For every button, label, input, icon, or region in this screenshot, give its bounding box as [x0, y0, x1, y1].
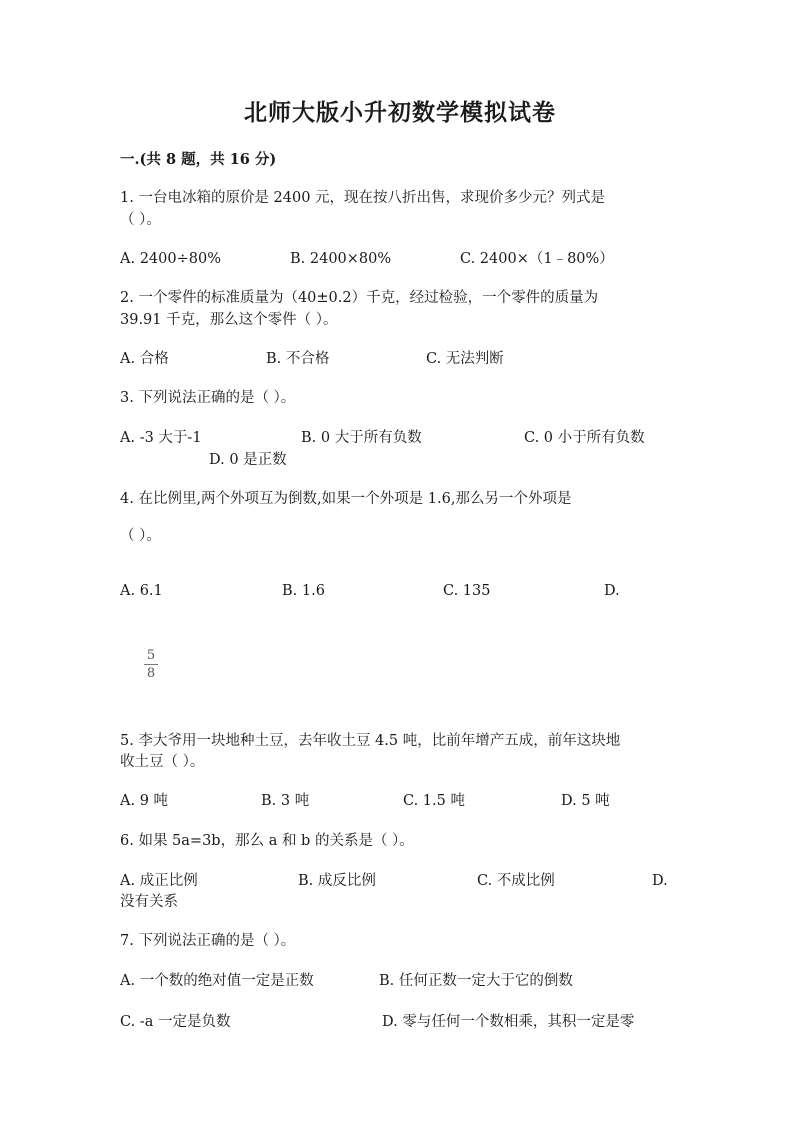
question-2-option-b: B. 不合格 [266, 351, 330, 367]
question-4-line-2: （ ）。 [120, 528, 161, 544]
question-2-option-c: C. 无法判断 [426, 351, 504, 367]
question-3-option-b: B. 0 大于所有负数 [301, 430, 422, 446]
question-3-line-1: 3. 下列说法正确的是（ ）。 [120, 390, 296, 406]
question-5-option-a: A. 9 吨 [120, 793, 169, 809]
fraction-numerator: 5 [146, 648, 156, 663]
question-2-option-a: A. 合格 [120, 351, 169, 367]
question-1-option-a: A. 2400÷80% [120, 251, 221, 267]
exam-title: 北师大版小升初数学模拟试卷 [244, 99, 556, 126]
question-4-line-1: 4. 在比例里,两个外项互为倒数,如果一个外项是 1.6,那么另一个外项是 [120, 491, 572, 507]
question-5-option-b: B. 3 吨 [261, 793, 310, 809]
question-1-line-1: 1. 一台电冰箱的原价是 2400 元，现在按八折出售，求现价多少元？列式是 [120, 190, 606, 206]
question-5-option-c: C. 1.5 吨 [403, 793, 465, 809]
question-6-option-c: C. 不成比例 [477, 873, 555, 889]
question-1-option-b: B. 2400×80% [290, 251, 392, 267]
question-6-line-1: 6. 如果 5a=3b，那么 a 和 b 的关系是（ ）。 [120, 833, 414, 849]
question-5-option-d: D. 5 吨 [561, 793, 610, 809]
question-2-line-2: 39.91 千克，那么这个零件（ ）。 [120, 312, 338, 328]
question-7-option-c: C. -a 一定是负数 [120, 1014, 231, 1030]
question-6-option-b: B. 成反比例 [298, 873, 376, 889]
question-7-line-1: 7. 下列说法正确的是（ ）。 [120, 933, 296, 949]
question-2-line-1: 2. 一个零件的标准质量为（40±0.2）千克，经过检验，一个零件的质量为 [120, 290, 599, 306]
question-6-option-d-text: 没有关系 [120, 894, 178, 910]
question-4-option-b: B. 1.6 [282, 583, 325, 599]
question-7-option-a: A. 一个数的绝对值一定是正数 [120, 973, 314, 989]
section-heading: 一.(共 8 题，共 16 分) [120, 151, 277, 168]
question-3-option-a: A. -3 大于-1 [120, 430, 202, 446]
question-3-option-c: C. 0 小于所有负数 [524, 430, 645, 446]
question-5-line-1: 5. 李大爷用一块地种土豆，去年收土豆 4.5 吨，比前年增产五成，前年这块地 [120, 733, 621, 749]
question-3-option-d: D. 0 是正数 [209, 452, 287, 468]
fraction-denominator: 8 [146, 666, 156, 681]
question-4-option-d: D. [604, 583, 620, 599]
question-1-line-2: （ ）。 [120, 212, 161, 228]
question-7-option-d: D. 零与任何一个数相乘，其积一定是零 [382, 1014, 635, 1030]
question-7-option-b: B. 任何正数一定大于它的倒数 [379, 973, 573, 989]
question-6-option-a: A. 成正比例 [120, 873, 198, 889]
question-5-line-2: 收土豆（ ）。 [120, 754, 205, 770]
fraction-five-eighths [144, 648, 158, 681]
fraction-bar [144, 664, 158, 665]
question-4-option-c: C. 135 [443, 583, 491, 599]
question-4-option-a: A. 6.1 [120, 583, 163, 599]
question-1-option-c: C. 2400×（1﹣80%） [460, 251, 614, 267]
question-6-option-d: D. [652, 873, 668, 889]
